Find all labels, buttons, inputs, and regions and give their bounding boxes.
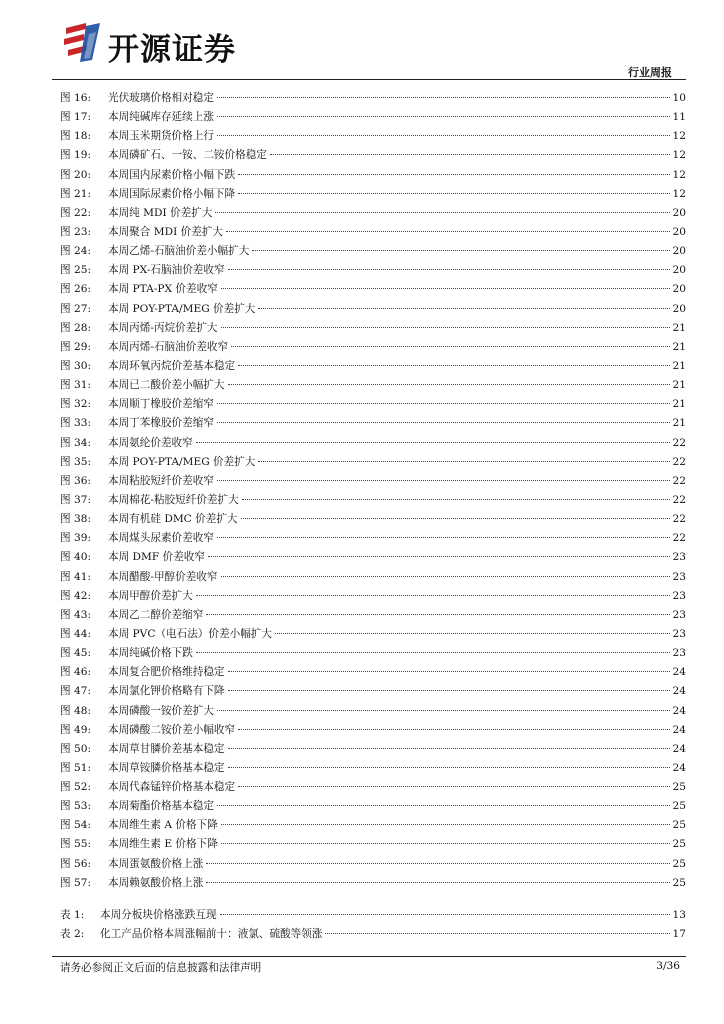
figure-entry[interactable] bbox=[60, 127, 686, 146]
entry-page: 25 bbox=[672, 781, 686, 794]
dot-leader bbox=[238, 193, 669, 194]
dot-leader bbox=[217, 135, 670, 136]
dot-leader bbox=[217, 710, 670, 711]
dot-leader bbox=[208, 556, 670, 557]
entry-title: 本周纯碱库存延续上涨 bbox=[108, 111, 214, 124]
dot-leader bbox=[217, 403, 670, 404]
entry-page: 21 bbox=[672, 340, 686, 353]
brand-name: 开源证券 bbox=[108, 32, 236, 68]
entry-page: 25 bbox=[672, 838, 686, 851]
entry-page: 21 bbox=[672, 398, 686, 411]
entry-title: 本周蛋氨酸价格上涨 bbox=[108, 857, 204, 870]
entry-title: 本周醋酸-甲醇价差收窄 bbox=[108, 570, 218, 583]
entry-label: 图 52: bbox=[60, 781, 92, 794]
entry-page: 20 bbox=[672, 283, 686, 296]
report-type: 行业周报 bbox=[628, 66, 672, 79]
dot-leader bbox=[226, 231, 670, 232]
entry-label: 图 31: bbox=[60, 379, 92, 392]
entry-title: 本周煤头尿素价差收窄 bbox=[108, 532, 214, 545]
entry-page: 11 bbox=[672, 111, 686, 124]
dot-leader bbox=[238, 786, 669, 787]
dot-leader bbox=[228, 671, 670, 672]
entry-title: 本周赖氨酸价格上涨 bbox=[108, 876, 204, 889]
entry-label: 图 17: bbox=[60, 111, 92, 124]
entry-page: 17 bbox=[672, 928, 686, 941]
entry-title: 本周环氧丙烷价差基本稳定 bbox=[108, 359, 236, 372]
entry-label: 表 2: bbox=[60, 928, 85, 941]
dot-leader bbox=[221, 288, 670, 289]
entry-label: 图 27: bbox=[60, 302, 92, 315]
figure-entry[interactable] bbox=[60, 146, 686, 165]
dot-leader bbox=[252, 250, 669, 251]
table-entry[interactable] bbox=[60, 906, 686, 925]
figure-entry[interactable] bbox=[60, 663, 686, 682]
entry-page: 22 bbox=[672, 474, 686, 487]
entry-label: 图 19: bbox=[60, 149, 92, 162]
entry-title: 本周棉花-粘胶短纤价差扩大 bbox=[108, 493, 239, 506]
figure-entry[interactable] bbox=[60, 395, 686, 414]
dot-leader bbox=[217, 422, 670, 423]
dot-leader bbox=[231, 346, 669, 347]
brand-logo bbox=[62, 20, 282, 66]
entry-title: 本周聚合 MDI 价差扩大 bbox=[108, 225, 224, 238]
entry-title: 本周 POY-PTA/MEG 价差扩大 bbox=[108, 455, 256, 468]
entry-page: 12 bbox=[672, 168, 686, 181]
entry-page: 24 bbox=[672, 742, 686, 755]
figure-entry[interactable] bbox=[60, 835, 686, 854]
entry-page: 24 bbox=[672, 704, 686, 717]
entry-title: 本周 PTA-PX 价差收窄 bbox=[108, 283, 218, 296]
entry-label: 图 23: bbox=[60, 225, 92, 238]
entry-page: 10 bbox=[672, 92, 686, 104]
entry-title: 本周国内尿素价格小幅下跌 bbox=[108, 168, 236, 181]
figure-entry[interactable] bbox=[60, 644, 686, 663]
entry-title: 本周有机硅 DMC 价差扩大 bbox=[108, 513, 238, 526]
dot-leader bbox=[215, 212, 669, 213]
entry-page: 13 bbox=[672, 909, 686, 921]
entry-label: 图 35: bbox=[60, 455, 92, 468]
figure-entry[interactable] bbox=[60, 434, 686, 453]
figure-entry[interactable] bbox=[60, 453, 686, 472]
dot-leader bbox=[242, 499, 670, 500]
entry-title: 本周 PVC（电石法）价差小幅扩大 bbox=[108, 627, 272, 640]
figure-entry[interactable] bbox=[60, 319, 686, 338]
dot-leader bbox=[221, 327, 670, 328]
entry-page: 23 bbox=[672, 551, 686, 564]
figure-entry[interactable] bbox=[60, 261, 686, 280]
figure-entry[interactable] bbox=[60, 625, 686, 644]
entry-label: 图 53: bbox=[60, 800, 92, 813]
entry-title: 本周磷酸一铵价差扩大 bbox=[108, 704, 214, 717]
entry-page: 23 bbox=[672, 570, 686, 583]
figure-entry[interactable] bbox=[60, 510, 686, 529]
entry-page: 24 bbox=[672, 723, 686, 736]
figure-entry[interactable] bbox=[60, 166, 686, 185]
dot-leader bbox=[228, 384, 670, 385]
entry-title: 光伏玻璃价格相对稳定 bbox=[108, 92, 214, 104]
entry-label: 图 40: bbox=[60, 551, 92, 564]
entry-title: 本周代森锰锌价格基本稳定 bbox=[108, 781, 236, 794]
entry-page: 22 bbox=[672, 455, 686, 468]
entry-title: 本周纯 MDI 价差扩大 bbox=[108, 206, 213, 219]
entry-page: 23 bbox=[672, 647, 686, 660]
brand-logo-mark-icon bbox=[62, 20, 104, 64]
entry-label: 图 39: bbox=[60, 532, 92, 545]
entry-label: 表 1: bbox=[60, 909, 85, 921]
entry-label: 图 56: bbox=[60, 857, 92, 870]
dot-leader bbox=[270, 154, 670, 155]
entry-label: 图 46: bbox=[60, 666, 92, 679]
entry-label: 图 16: bbox=[60, 92, 92, 104]
figure-entry[interactable] bbox=[60, 108, 686, 127]
dot-leader bbox=[217, 480, 670, 481]
entry-label: 图 37: bbox=[60, 493, 92, 506]
entry-label: 图 55: bbox=[60, 838, 92, 851]
entry-label: 图 41: bbox=[60, 570, 92, 583]
entry-label: 图 57: bbox=[60, 876, 92, 889]
entry-title: 本周乙二醇价差缩窄 bbox=[108, 608, 204, 621]
entry-title: 本周丙烯-丙烷价差扩大 bbox=[108, 321, 218, 334]
entry-page: 22 bbox=[672, 493, 686, 506]
entry-page: 25 bbox=[672, 857, 686, 870]
dot-leader bbox=[220, 914, 670, 915]
entry-page: 20 bbox=[672, 245, 686, 258]
entry-page: 23 bbox=[672, 627, 686, 640]
figure-entry[interactable] bbox=[60, 874, 686, 893]
figure-entry[interactable] bbox=[60, 185, 686, 204]
entry-label: 图 51: bbox=[60, 761, 92, 774]
entry-page: 23 bbox=[672, 608, 686, 621]
entry-title: 本周纯碱价格下跌 bbox=[108, 647, 193, 660]
figure-entry[interactable] bbox=[60, 89, 686, 108]
entry-page: 24 bbox=[672, 666, 686, 679]
dot-leader bbox=[196, 595, 670, 596]
dot-leader bbox=[275, 633, 670, 634]
entry-page: 12 bbox=[672, 149, 686, 162]
figure-entry[interactable] bbox=[60, 606, 686, 625]
entry-page: 20 bbox=[672, 264, 686, 277]
entry-title: 本周 PX-石脑油价差收窄 bbox=[108, 264, 225, 277]
figure-entry[interactable] bbox=[60, 376, 686, 395]
entry-title: 本周草铵膦价格基本稳定 bbox=[108, 761, 225, 774]
entry-title: 本周 POY-PTA/MEG 价差扩大 bbox=[108, 302, 256, 315]
entry-title: 本周丙烯-石脑油价差收窄 bbox=[108, 340, 229, 353]
entry-label: 图 18: bbox=[60, 130, 92, 143]
figure-entry[interactable] bbox=[60, 491, 686, 510]
entry-label: 图 48: bbox=[60, 704, 92, 717]
entry-label: 图 44: bbox=[60, 627, 92, 640]
dot-leader bbox=[206, 882, 669, 883]
entry-label: 图 29: bbox=[60, 340, 92, 353]
dot-leader bbox=[221, 824, 670, 825]
entry-page: 12 bbox=[672, 130, 686, 143]
figure-entry[interactable] bbox=[60, 242, 686, 261]
figure-entry[interactable] bbox=[60, 357, 686, 376]
entry-page: 25 bbox=[672, 876, 686, 889]
figure-entry[interactable] bbox=[60, 778, 686, 797]
dot-leader bbox=[217, 805, 670, 806]
figure-entry[interactable] bbox=[60, 721, 686, 740]
entry-page: 21 bbox=[672, 417, 686, 430]
entry-page: 21 bbox=[672, 379, 686, 392]
entry-title: 本周粘胶短纤价差收窄 bbox=[108, 474, 214, 487]
entry-label: 图 43: bbox=[60, 608, 92, 621]
entry-page: 20 bbox=[672, 206, 686, 219]
footer-disclaimer: 请务必参阅正文后面的信息披露和法律声明 bbox=[60, 962, 262, 974]
entry-label: 图 38: bbox=[60, 513, 92, 526]
dot-leader bbox=[206, 614, 669, 615]
entry-label: 图 24: bbox=[60, 245, 92, 258]
entry-title: 本周维生素 A 价格下降 bbox=[108, 819, 218, 832]
entry-title: 化工产品价格本周涨幅前十：液氯、硫酸等领涨 bbox=[100, 928, 323, 941]
figure-entry[interactable] bbox=[60, 702, 686, 721]
entry-title: 本周磷矿石、一铵、二铵价格稳定 bbox=[108, 149, 267, 162]
entry-label: 图 30: bbox=[60, 359, 92, 372]
entry-label: 图 36: bbox=[60, 474, 92, 487]
table-list bbox=[60, 906, 686, 944]
figure-entry[interactable] bbox=[60, 587, 686, 606]
entry-title: 本周维生素 E 价格下降 bbox=[108, 838, 218, 851]
dot-leader bbox=[258, 308, 669, 309]
figure-entry[interactable] bbox=[60, 816, 686, 835]
figure-entry[interactable] bbox=[60, 223, 686, 242]
entry-title: 本周国际尿素价格小幅下降 bbox=[108, 187, 236, 200]
dot-leader bbox=[238, 174, 669, 175]
entry-page: 22 bbox=[672, 532, 686, 545]
dot-leader bbox=[221, 843, 670, 844]
dot-leader bbox=[206, 863, 669, 864]
entry-page: 25 bbox=[672, 819, 686, 832]
entry-title: 本周氯化钾价格略有下降 bbox=[108, 685, 225, 698]
figure-entry[interactable] bbox=[60, 855, 686, 874]
entry-label: 图 32: bbox=[60, 398, 92, 411]
header-rule bbox=[52, 79, 686, 80]
entry-label: 图 34: bbox=[60, 436, 92, 449]
entry-label: 图 21: bbox=[60, 187, 92, 200]
entry-title: 本周氨纶价差收窄 bbox=[108, 436, 193, 449]
entry-label: 图 33: bbox=[60, 417, 92, 430]
entry-title: 本周草甘膦价差基本稳定 bbox=[108, 742, 225, 755]
entry-label: 图 20: bbox=[60, 168, 92, 181]
dot-leader bbox=[217, 537, 670, 538]
dot-leader bbox=[221, 576, 670, 577]
entry-page: 22 bbox=[672, 513, 686, 526]
entry-title: 本周丁苯橡胶价差缩窄 bbox=[108, 417, 214, 430]
entry-page: 22 bbox=[672, 436, 686, 449]
figure-entry[interactable] bbox=[60, 568, 686, 587]
figure-entry[interactable] bbox=[60, 682, 686, 701]
dot-leader bbox=[228, 748, 670, 749]
figure-entry[interactable] bbox=[60, 280, 686, 299]
entry-label: 图 26: bbox=[60, 283, 92, 296]
entry-title: 本周 DMF 价差收窄 bbox=[108, 551, 205, 564]
dot-leader bbox=[325, 933, 669, 934]
dot-leader bbox=[196, 652, 670, 653]
figure-entry[interactable] bbox=[60, 204, 686, 223]
figure-entry[interactable] bbox=[60, 759, 686, 778]
entry-title: 本周顺丁橡胶价差缩窄 bbox=[108, 398, 214, 411]
footer-rule bbox=[52, 956, 686, 957]
dot-leader bbox=[217, 97, 670, 98]
dot-leader bbox=[238, 365, 669, 366]
entry-page: 24 bbox=[672, 761, 686, 774]
figure-entry[interactable] bbox=[60, 548, 686, 567]
figure-entry[interactable] bbox=[60, 414, 686, 433]
entry-title: 本周玉米期货价格上行 bbox=[108, 130, 214, 143]
dot-leader bbox=[217, 116, 670, 117]
dot-leader bbox=[228, 269, 670, 270]
entry-title: 本周乙烯-石脑油价差小幅扩大 bbox=[108, 245, 250, 258]
entry-title: 本周分板块价格涨跌互现 bbox=[100, 909, 217, 921]
entry-page: 24 bbox=[672, 685, 686, 698]
figure-entry[interactable] bbox=[60, 338, 686, 357]
figure-entry[interactable] bbox=[60, 529, 686, 548]
entry-label: 图 42: bbox=[60, 589, 92, 602]
dot-leader bbox=[238, 729, 669, 730]
page-number: 3/36 bbox=[656, 960, 680, 972]
figure-entry[interactable] bbox=[60, 797, 686, 816]
dot-leader bbox=[241, 518, 670, 519]
entry-page: 21 bbox=[672, 321, 686, 334]
figure-entry[interactable] bbox=[60, 300, 686, 319]
entry-page: 25 bbox=[672, 800, 686, 813]
entry-label: 图 49: bbox=[60, 723, 92, 736]
entry-label: 图 47: bbox=[60, 685, 92, 698]
figure-entry[interactable] bbox=[60, 472, 686, 491]
entry-page: 20 bbox=[672, 302, 686, 315]
figure-list bbox=[60, 89, 686, 893]
entry-page: 20 bbox=[672, 225, 686, 238]
table-entry[interactable] bbox=[60, 925, 686, 944]
dot-leader bbox=[228, 767, 670, 768]
figure-entry[interactable] bbox=[60, 740, 686, 759]
dot-leader bbox=[228, 690, 670, 691]
entry-page: 12 bbox=[672, 187, 686, 200]
entry-title: 本周菊酯价格基本稳定 bbox=[108, 800, 214, 813]
entry-label: 图 50: bbox=[60, 742, 92, 755]
entry-page: 23 bbox=[672, 589, 686, 602]
page-header bbox=[0, 0, 724, 84]
entry-title: 本周磷酸二铵价差小幅收窄 bbox=[108, 723, 236, 736]
entry-title: 本周复合肥价格维持稳定 bbox=[108, 666, 225, 679]
entry-title: 本周已二酸价差小幅扩大 bbox=[108, 379, 225, 392]
entry-title: 本周甲醇价差扩大 bbox=[108, 589, 193, 602]
entry-label: 图 54: bbox=[60, 819, 92, 832]
entry-label: 图 25: bbox=[60, 264, 92, 277]
dot-leader bbox=[258, 461, 669, 462]
entry-label: 图 22: bbox=[60, 206, 92, 219]
entry-label: 图 28: bbox=[60, 321, 92, 334]
dot-leader bbox=[196, 442, 670, 443]
entry-label: 图 45: bbox=[60, 647, 92, 660]
entry-page: 21 bbox=[672, 359, 686, 372]
